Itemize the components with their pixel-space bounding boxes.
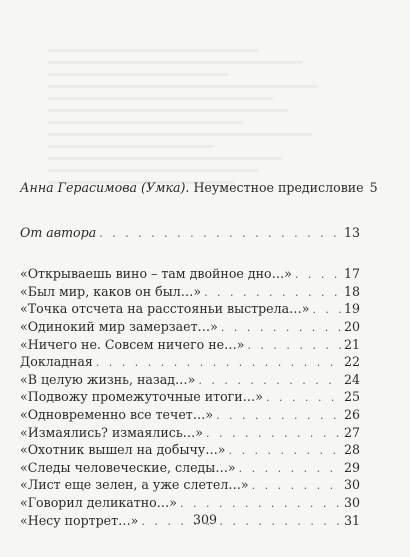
toc-entry[interactable] [20,301,360,319]
toc-entry[interactable] [20,354,360,372]
dot-leader [295,267,341,284]
dot-leader [247,338,341,355]
dot-leader [180,496,341,513]
dot-leader [312,302,341,319]
toc-entry-title: «Лист еще зелен, а уже слетел…» [20,477,249,493]
spacer [20,242,360,266]
dot-leader [204,285,341,302]
toc-page-number: 18 [343,283,360,299]
toc-entry[interactable] [20,319,360,337]
table-of-contents [20,180,378,530]
toc-entry[interactable] [20,266,360,284]
page-number: 309 [192,512,218,527]
toc-page-number: 5 [369,180,378,195]
toc-entry-preface[interactable] [20,180,378,198]
toc-entry-from-author[interactable] [20,225,360,243]
toc-entry-title: «Несу портрет…» [20,512,139,528]
toc-entry-title: Докладная [20,354,93,370]
toc-page-number: 30 [343,477,360,493]
spacer [20,198,360,225]
toc-entry-title: «Говорил деликатно…» [20,494,177,510]
dot-leader [198,373,341,390]
toc-entry[interactable] [20,407,360,425]
toc-page-number: 21 [343,336,360,352]
toc-entry-title: «Открываешь вино – там двойное дно…» [20,266,292,282]
poem-list [20,266,360,530]
toc-entry-title: «Измаялись? измаялись…» [20,424,203,440]
toc-page-number: 24 [343,371,360,387]
preface-author: Анна Герасимова (Умка). [20,180,190,195]
dot-leader [266,390,341,407]
toc-entry-title: «Охотник вышел на добычу…» [20,442,226,458]
dot-leader [239,461,341,478]
dot-leader [99,226,341,243]
preface-title: Неуместное предисловие [193,180,364,195]
toc-page-number: 25 [343,389,360,405]
toc-page-number: 22 [343,354,360,370]
toc-entry-title: «Был мир, каков он был…» [20,283,202,299]
toc-page-number: 13 [343,224,360,240]
toc-page-number: 30 [343,494,360,510]
toc-entry[interactable] [20,442,360,460]
toc-entry-title: «В целую жизнь, назад…» [20,371,196,387]
toc-entry[interactable] [20,389,360,407]
toc-entry[interactable] [20,337,360,355]
toc-entry[interactable] [20,495,360,513]
toc-entry[interactable] [20,477,360,495]
toc-page-number: 26 [343,406,360,422]
toc-entry-title: «Одинокий мир замерзает…» [20,318,218,334]
toc-entry-title: «Одновременно все течет…» [20,406,214,422]
toc-entry-title: «Следы человеческие, следы…» [20,459,236,475]
dot-leader [221,320,341,337]
dot-leader [252,478,341,495]
toc-entry[interactable] [20,460,360,478]
dot-leader [96,355,341,372]
dot-leader [206,426,341,443]
toc-page-number: 28 [343,442,360,458]
toc-page-number: 17 [343,266,360,282]
toc-entry[interactable] [20,372,360,390]
toc-page-number: 31 [343,512,360,528]
toc-page-number: 27 [343,424,360,440]
toc-entry[interactable] [20,284,360,302]
toc-entry-title: «Точка отсчета на расстояньи выстрела…» [20,301,310,317]
toc-entry-title [20,180,364,197]
toc-page-number: 20 [343,318,360,334]
toc-page-number: 29 [343,459,360,475]
dot-leader [216,408,341,425]
toc-entry-title: «Ничего не. Совсем ничего не…» [20,336,245,352]
toc-entry[interactable] [20,425,360,443]
toc-page-number: 19 [343,301,360,317]
dot-leader [229,443,341,460]
toc-entry-title: От автора [20,224,97,240]
toc-entry-title: «Подвожу промежуточные итоги…» [20,389,263,405]
